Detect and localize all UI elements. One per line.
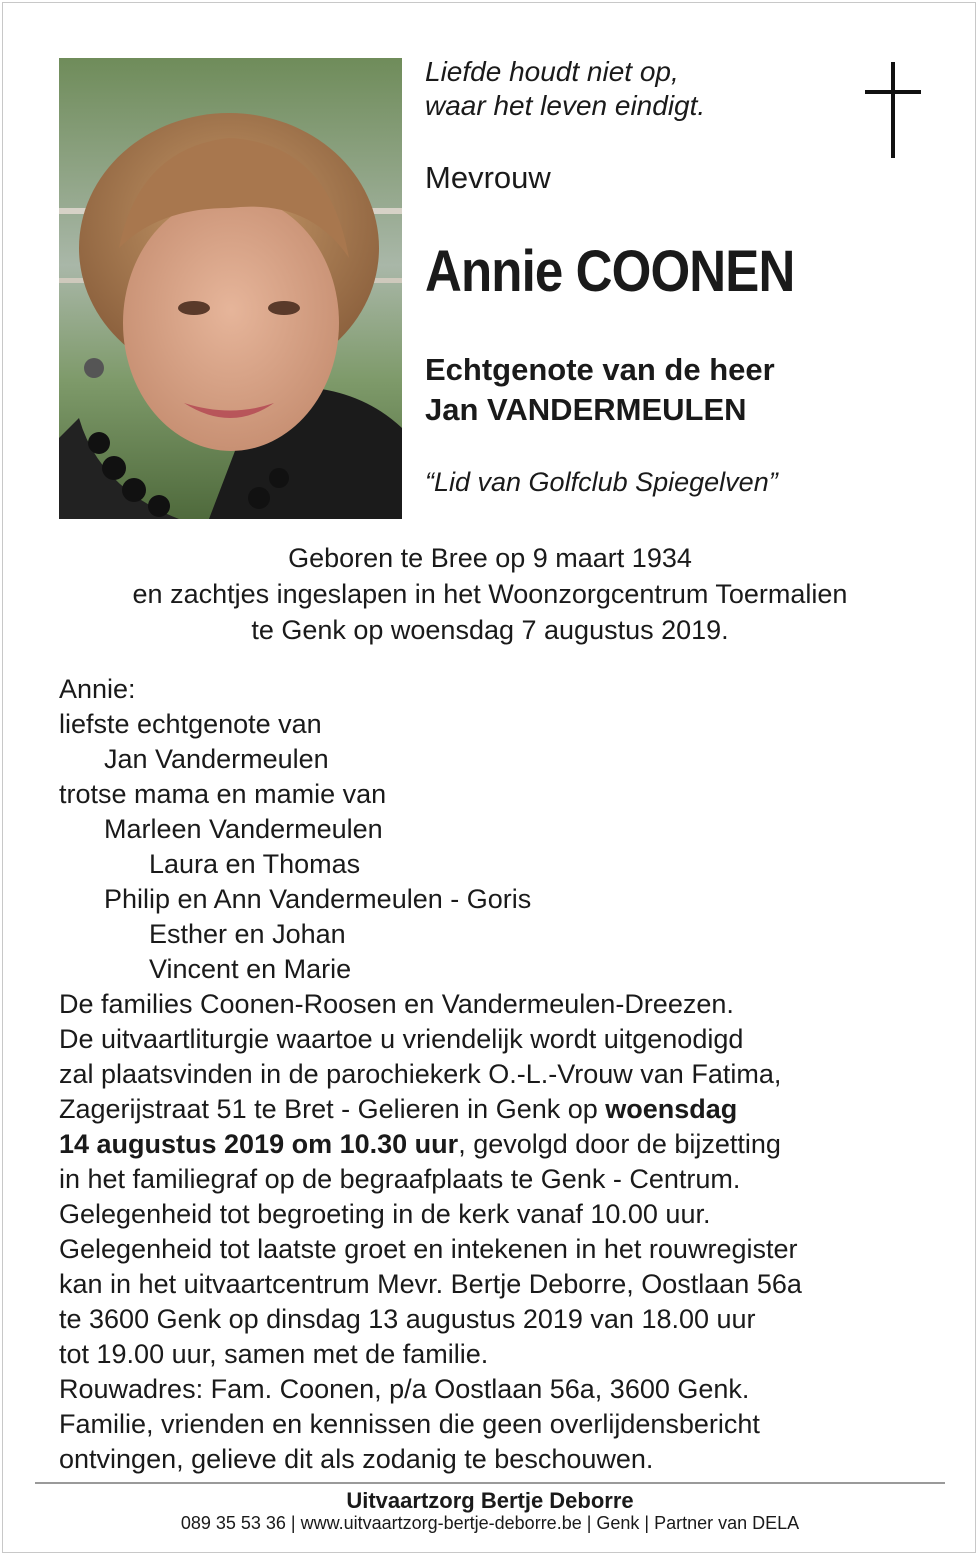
funeral-line: Gelegenheid tot begroeting in de kerk vanaf 10.00 uur.	[59, 1199, 711, 1229]
family-line: Vincent en Marie	[149, 954, 352, 984]
family-line: Jan Vandermeulen	[104, 744, 329, 774]
deceased-name: Annie COONEN	[425, 239, 795, 304]
funeral-line: in het familiegraf op de begraafplaats te Genk - Centrum.	[59, 1164, 741, 1194]
family-line: trotse mama en mamie van	[59, 779, 387, 809]
funeral-line: te 3600 Genk op dinsdag 13 augustus 2019 van 18.00 uur	[59, 1304, 756, 1334]
funeral-line: kan in het uitvaartcentrum Mevr. Bertje Deborre, Oostlaan 56a	[59, 1269, 802, 1299]
spouse-block	[425, 350, 775, 430]
salutation: Mevrouw	[425, 160, 551, 195]
epitaph-quote	[425, 55, 705, 123]
funeral-line: ontvingen, gelieve dit als zodanig te beschouwen.	[59, 1444, 654, 1474]
funeral-home-contact: 089 35 53 36 | www.uitvaartzorg-bertje-deborre.be | Genk | Partner van DELA	[180, 1513, 800, 1533]
birth-line-2: en zachtjes ingeslapen in het Woonzorgcentrum Toermalien	[132, 579, 848, 609]
funeral-continuation: , gevolgd door de bijzetting	[458, 1129, 781, 1159]
funeral-line: Rouwadres: Fam. Coonen, p/a Oostlaan 56a, 3600 Genk.	[59, 1374, 750, 1404]
family-line: De families Coonen-Roosen en Vandermeulen-Dreezen.	[59, 989, 734, 1019]
family-line: Philip en Ann Vandermeulen - Goris	[104, 884, 532, 914]
membership-note: “Lid van Golfclub Spiegelven”	[425, 467, 778, 497]
funeral-line	[59, 1127, 959, 1162]
spouse-line-2: Jan VANDERMEULEN	[425, 392, 747, 427]
funeral-line: Gelegenheid tot laatste groet en intekenen in het rouwregister	[59, 1234, 798, 1264]
family-line: Esther en Johan	[149, 919, 346, 949]
funeral-line: tot 19.00 uur, samen met de familie.	[59, 1339, 489, 1369]
cross-icon	[863, 62, 923, 167]
family-line: Marleen Vandermeulen	[104, 814, 383, 844]
family-line: Laura en Thomas	[149, 849, 361, 879]
funeral-line: zal plaatsvinden in de parochiekerk O.-L.-Vrouw van Fatima,	[59, 1059, 782, 1089]
funeral-line	[59, 1092, 959, 1127]
spouse-line-1: Echtgenote van de heer	[425, 352, 775, 387]
funeral-line: De uitvaartliturgie waartoe u vriendelijk wordt uitgenodigd	[59, 1024, 744, 1054]
funeral-home-name: Uitvaartzorg Bertje Deborre	[346, 1488, 634, 1513]
birth-death-text	[40, 540, 940, 648]
funeral-address: Zagerijstraat 51 te Bret - Gelieren in Genk op	[59, 1094, 606, 1124]
epitaph-line-2: waar het leven eindigt.	[425, 90, 706, 121]
portrait-photo	[59, 58, 402, 519]
footer-divider	[35, 1482, 945, 1484]
birth-line-3: te Genk op woensdag 7 augustus 2019.	[251, 615, 729, 645]
family-line: Annie:	[59, 674, 136, 704]
funeral-datetime: 14 augustus 2019 om 10.30 uur	[59, 1129, 459, 1159]
family-line: liefste echtgenote van	[59, 709, 322, 739]
birth-line-1: Geboren te Bree op 9 maart 1934	[288, 543, 692, 573]
funeral-line: Familie, vrienden en kennissen die geen overlijdensbericht	[59, 1409, 760, 1439]
epitaph-line-1: Liefde houdt niet op,	[425, 56, 679, 87]
funeral-day: woensdag	[605, 1094, 738, 1124]
announcement-body	[59, 672, 959, 1477]
